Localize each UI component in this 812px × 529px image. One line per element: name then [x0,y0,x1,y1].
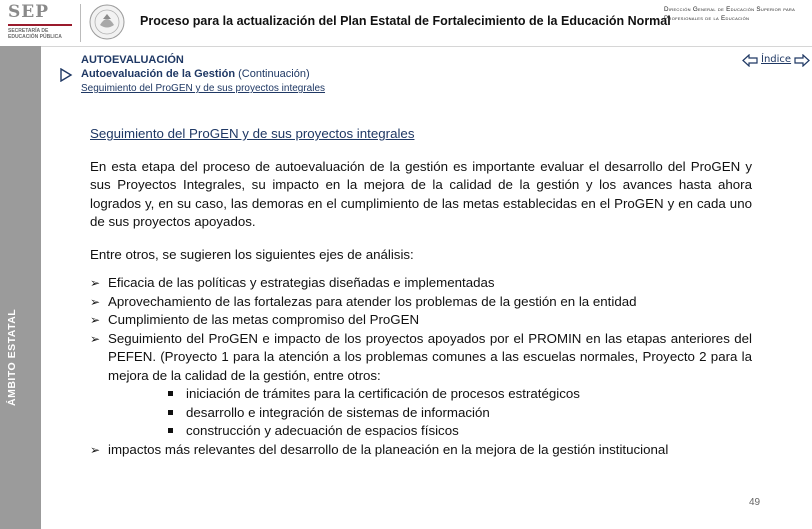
section-subtitle-text: Autoevaluación de la Gestión [81,68,236,80]
square-bullet-icon [168,428,173,433]
play-arrow-icon [59,68,73,82]
page-header [0,0,812,46]
sep-logo-text: SEP [8,2,50,22]
section-title: AUTOEVALUACIÓN [81,54,184,66]
sub-list-item-text: iniciación de trámites para la certificación de procesos estratégicos [186,386,580,401]
sep-logo-rule [8,24,72,26]
main-content [90,125,752,459]
list-item-text: Eficacia de las políticas y estrategias diseñadas e implementadas [108,275,495,290]
arrow-bullet-icon: ➢ [90,331,101,346]
sep-logo-subtext: SECRETARÍA DE EDUCACIÓN PÚBLICA [8,28,62,40]
section-link[interactable]: Seguimiento del ProGEN y de sus proyectos integrales [81,83,326,94]
sidebar [0,46,41,529]
header-rule [0,46,812,47]
page-number: 49 [749,497,761,508]
section-subtitle-note: (Continuación) [238,68,310,80]
list-item [90,330,752,441]
square-bullet-icon [168,391,173,396]
content-intro: Entre otros, se sugieren los siguientes ejes de análisis: [90,246,414,262]
content-paragraph: En esta etapa del proceso de autoevaluación de la gestión es importante evaluar el desarrollo del ProGEN y sus Proyectos Integrales, su impacto en la mejora de la calidad de la gestión y los avances hasta ahora logrados y, en su caso, las demoras en el cumplimiento de las metas establecidas en el ProGEN y en cada uno de sus proyectos apoyados. [90,158,752,229]
sub-list-item-text: construcción y adecuación de espacios físicos [186,423,459,438]
list-item-text: Seguimiento del ProGEN e impacto de los proyectos apoyados por el PROMIN en las etapas anteriores del PEFEN. (Proyecto 1 para la atención a los problemas comunes a las escuelas normales, Proyecto 2 para la mejora de la calidad de la gestión, entre otros: [108,330,752,383]
list-item [90,311,752,330]
direction-title: Dirección General de Educación Superior para Profesionales de la Educación [664,6,796,22]
list-item-text: Aprovechamiento de las fortalezas para atender los problemas de la gestión en la entidad [108,293,637,309]
sub-list-item [168,422,752,441]
sidebar-label: ÁMBITO ESTATAL [6,308,18,406]
section-subtitle [81,68,310,80]
list-item [90,274,752,293]
arrow-right-icon[interactable] [794,54,810,67]
arrow-bullet-icon: ➢ [90,313,101,327]
national-seal-icon [88,3,126,41]
arrow-bullet-icon: ➢ [90,276,101,290]
sub-list-item-text: desarrollo e integración de sistemas de información [186,404,490,420]
sub-items-list [108,385,752,441]
analysis-axes-list [90,274,752,459]
arrow-bullet-icon: ➢ [90,442,101,457]
sub-list-item [168,404,752,423]
sep-logo [4,2,74,44]
list-item-text: impactos más relevantes del desarrollo de la planeación en la mejora de la gestión institucional [108,441,669,457]
page-title: Proceso para la actualización del Plan Estatal de Fortalecimiento de la Educación Normal [140,14,671,28]
list-item [90,293,752,312]
header-divider [80,4,81,42]
list-item [90,441,752,460]
square-bullet-icon [168,410,173,415]
sub-list-item [168,385,752,404]
arrow-bullet-icon: ➢ [90,294,101,309]
index-link[interactable]: Índice [761,54,792,65]
content-title: Seguimiento del ProGEN y de sus proyectos integrales [90,126,415,141]
arrow-left-icon[interactable] [742,54,758,67]
list-item-text: Cumplimiento de las metas compromiso del ProGEN [108,312,420,327]
